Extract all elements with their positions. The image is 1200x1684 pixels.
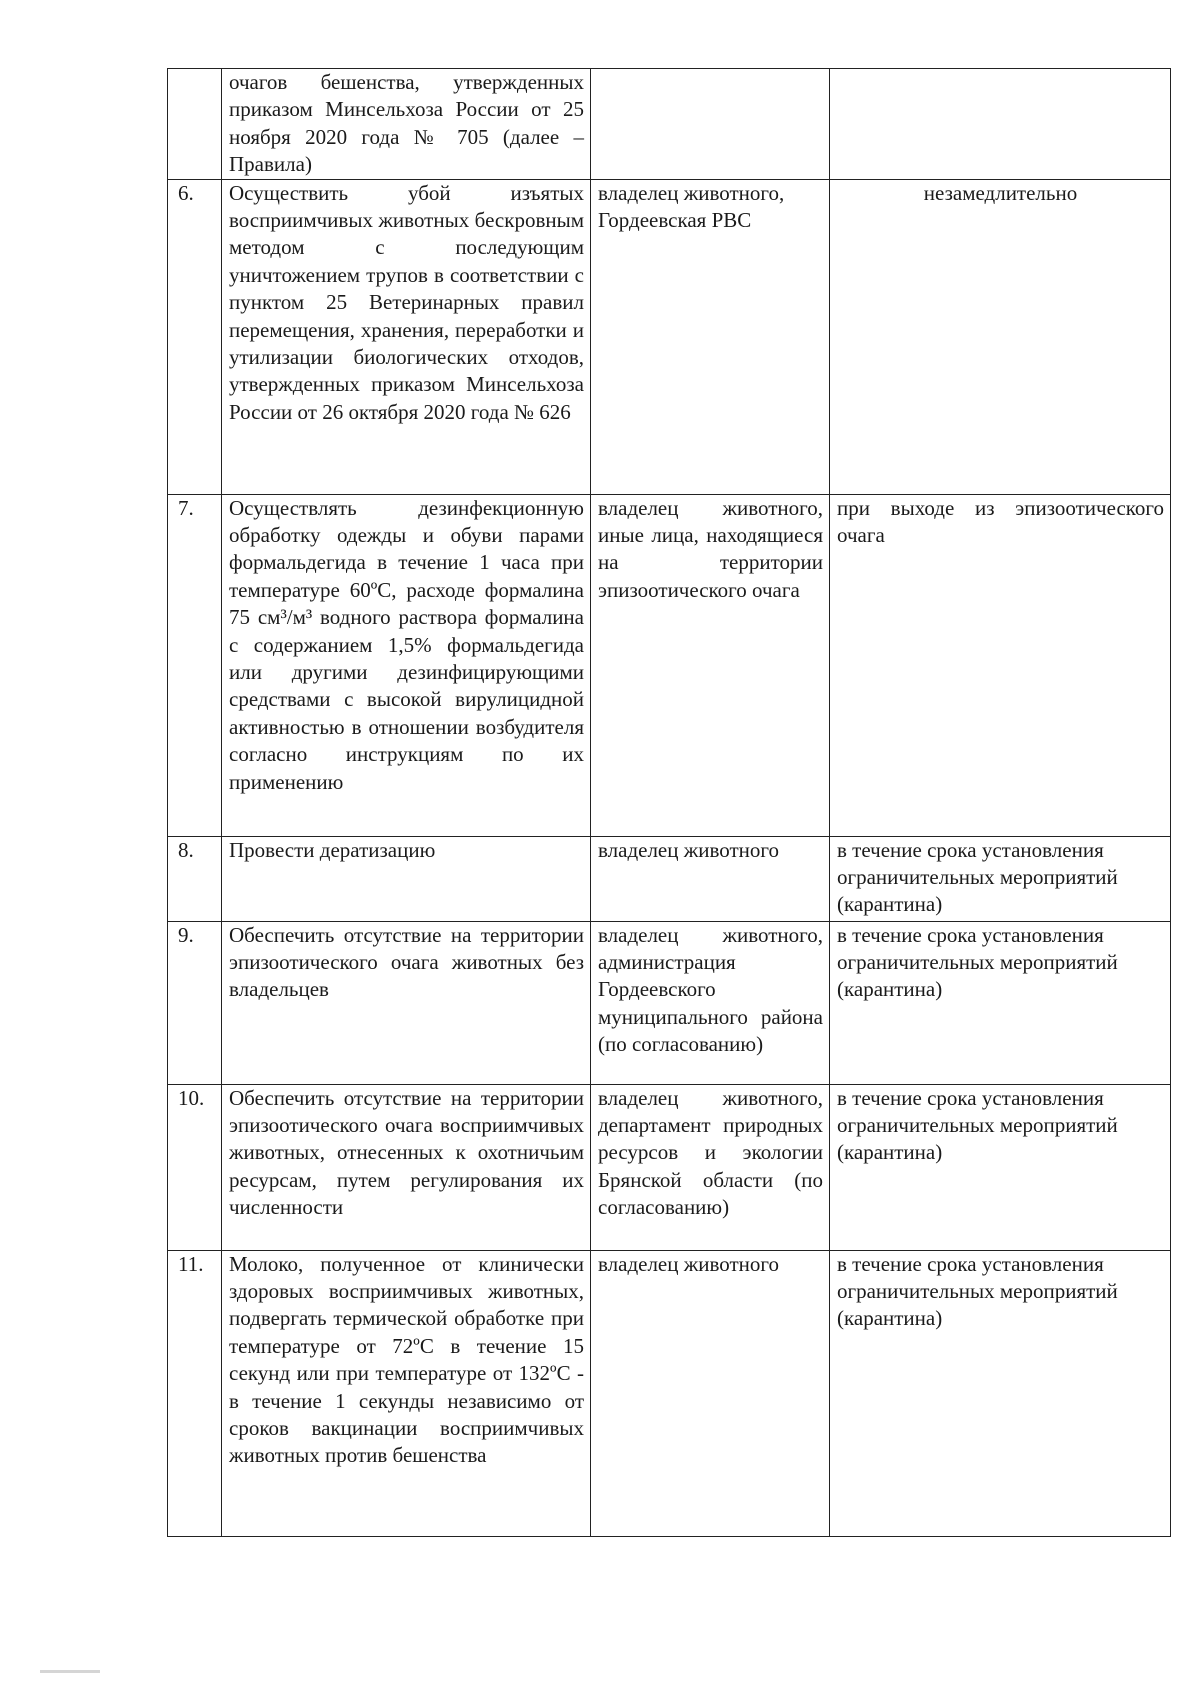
table-row <box>168 494 1171 836</box>
deadline: в течение срока установления ограничительных мероприятий (карантина) <box>830 921 1171 1084</box>
measure-text: Обеспечить отсутствие на территории эпизоотического очага восприимчивых животных, отнесенных к охотничьим ресурсам, путем регулирования их численности <box>222 1084 591 1250</box>
table-row <box>168 1250 1171 1536</box>
scan-artifact <box>40 1670 100 1673</box>
deadline: при выходе из эпизоотического очага <box>830 494 1171 836</box>
row-number: 11. <box>168 1250 222 1536</box>
row-number: 7. <box>168 494 222 836</box>
row-number: 9. <box>168 921 222 1084</box>
deadline: незамедлительно <box>830 179 1171 494</box>
table-row <box>168 69 1171 180</box>
measure-text: Обеспечить отсутствие на территории эпизоотического очага животных без владельцев <box>222 921 591 1084</box>
row-number: 6. <box>168 179 222 494</box>
deadline: в течение срока установления ограничительных мероприятий (карантина) <box>830 836 1171 921</box>
measure-text: Осуществить убой изъятых восприимчивых животных бескровным методом с последующим уничтожением трупов в соответствии с пунктом 25 Ветеринарных правил перемещения, хранения, переработки и утилизации биологических отходов, утвержденных приказом Минсельхоза России от 26 октября 2020 года № 626 <box>222 179 591 494</box>
deadline: в течение срока установления ограничительных мероприятий (карантина) <box>830 1250 1171 1536</box>
measure-text: Осуществлять дезинфекционную обработку одежды и обуви парами формальдегида в течение 1 часа при температуре 60ºС, расходе формалина 75 см³/м³ водного раствора формалина с содержанием 1,5% формальдегида или другими дезинфицирующими средствами с высокой вирулицидной активностью в отношении возбудителя согласно инструкциям по их применению <box>222 494 591 836</box>
measure-text: Провести дератизацию <box>222 836 591 921</box>
row-number: 10. <box>168 1084 222 1250</box>
responsible-party: владелец животного, Гордеевская РВС <box>591 179 830 494</box>
measures-table <box>167 68 1171 1537</box>
table-row <box>168 836 1171 921</box>
deadline <box>830 69 1171 180</box>
measure-text: очагов бешенства, утвержденных приказом Минсельхоза России от 25 ноября 2020 года № 705 (далее – Правила) <box>222 69 591 180</box>
table-row <box>168 179 1171 494</box>
responsible-party <box>591 69 830 180</box>
measure-text: Молоко, полученное от клинически здоровых восприимчивых животных, подвергать термической обработке при температуре от 72ºС в течение 15 секунд или при температуре от 132ºС - в течение 1 секунды независимо от сроков вакцинации восприимчивых животных против бешенства <box>222 1250 591 1536</box>
responsible-party: владелец животного, иные лица, находящиеся на территории эпизоотического очага <box>591 494 830 836</box>
responsible-party: владелец животного <box>591 836 830 921</box>
table-row <box>168 1084 1171 1250</box>
responsible-party: владелец животного <box>591 1250 830 1536</box>
row-number <box>168 69 222 180</box>
deadline: в течение срока установления ограничительных мероприятий (карантина) <box>830 1084 1171 1250</box>
responsible-party: владелец животного, департамент природных ресурсов и экологии Брянской области (по согласованию) <box>591 1084 830 1250</box>
table-row <box>168 921 1171 1084</box>
row-number: 8. <box>168 836 222 921</box>
responsible-party: владелец животного, администрация Гордеевского муниципального района (по согласованию) <box>591 921 830 1084</box>
